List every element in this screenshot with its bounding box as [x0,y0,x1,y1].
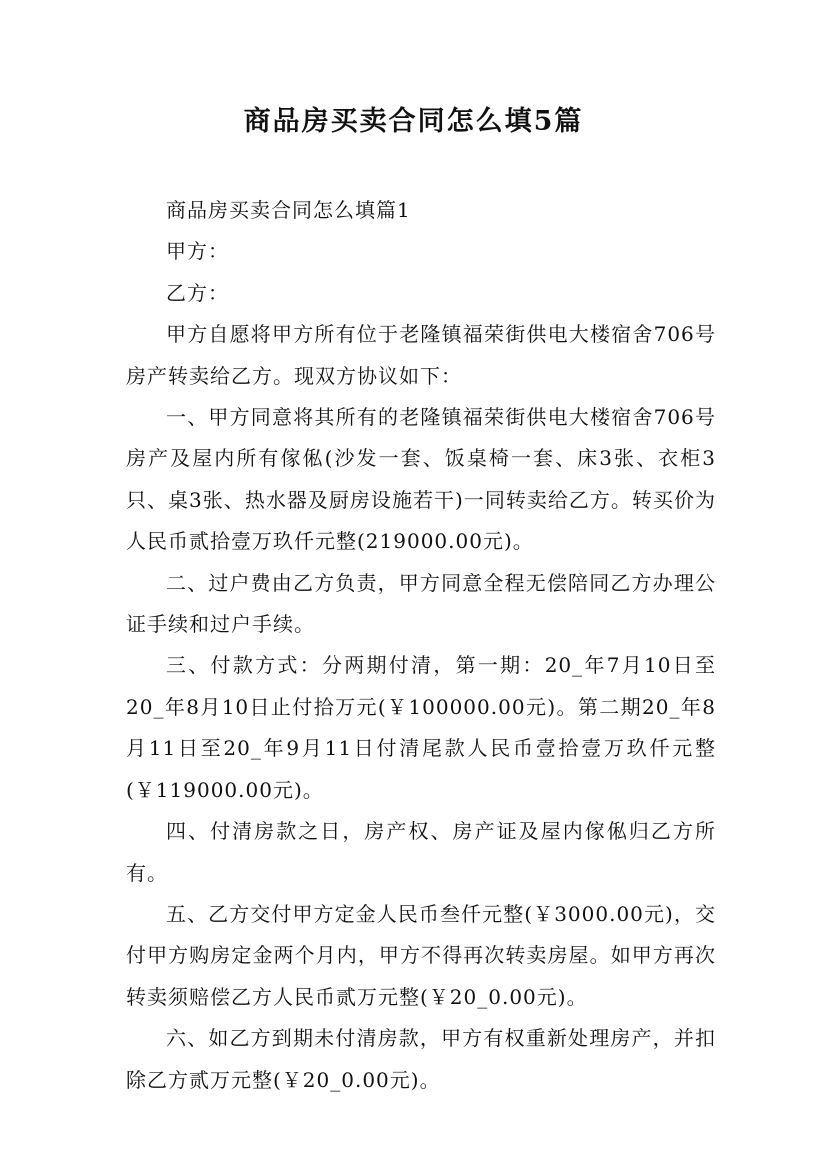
clause-5: 五、乙方交付甲方定金人民币叁仟元整(￥3000.00元)，交付甲方购房定金两个月内，甲方不得再次转卖房屋。如甲方再次转卖须赔偿乙方人民币贰万元整(￥20_0.00元)。 [126,901,716,1009]
clause-2: 二、过户费由乙方负责，甲方同意全程无偿陪同乙方办理公证手续和过户手续。 [126,570,716,637]
party-a-line: 甲方： [166,239,229,264]
document-body [126,190,716,1101]
clause-4: 四、付清房款之日，房产权、房产证及屋内傢俬归乙方所有。 [126,819,716,885]
intro-paragraph: 甲方自愿将甲方所有位于老隆镇福荣街供电大楼宿舍706号房产转卖给乙方。现双方协议如下： [126,322,716,388]
party-b-line: 乙方： [166,280,229,305]
clause-3: 三、付款方式：分两期付清，第一期：20_年7月10日至20_年8月10日止付拾万元(￥100000.00元)。第二期20_年8月11日至20_年9月11日付清尾款人民币壹拾壹万玖仟元整(￥119000.00元)。 [126,653,716,802]
clause-6: 六、如乙方到期未付清房款，甲方有权重新处理房产，并扣除乙方贰万元整(￥20_0.00元)。 [126,1026,716,1092]
document-title: 商品房买卖合同怎么填5篇 [243,106,584,137]
section-heading: 商品房买卖合同怎么填篇1 [166,198,411,222]
clause-1: 一、甲方同意将其所有的老隆镇福荣街供电大楼宿舍706号房产及屋内所有傢俬(沙发一套、饭桌椅一套、床3张、衣柜3只、桌3张、热水器及厨房设施若干)一同转卖给乙方。转买价为人民币贰拾壹万玖仟元整(219000.00元)。 [126,405,716,554]
